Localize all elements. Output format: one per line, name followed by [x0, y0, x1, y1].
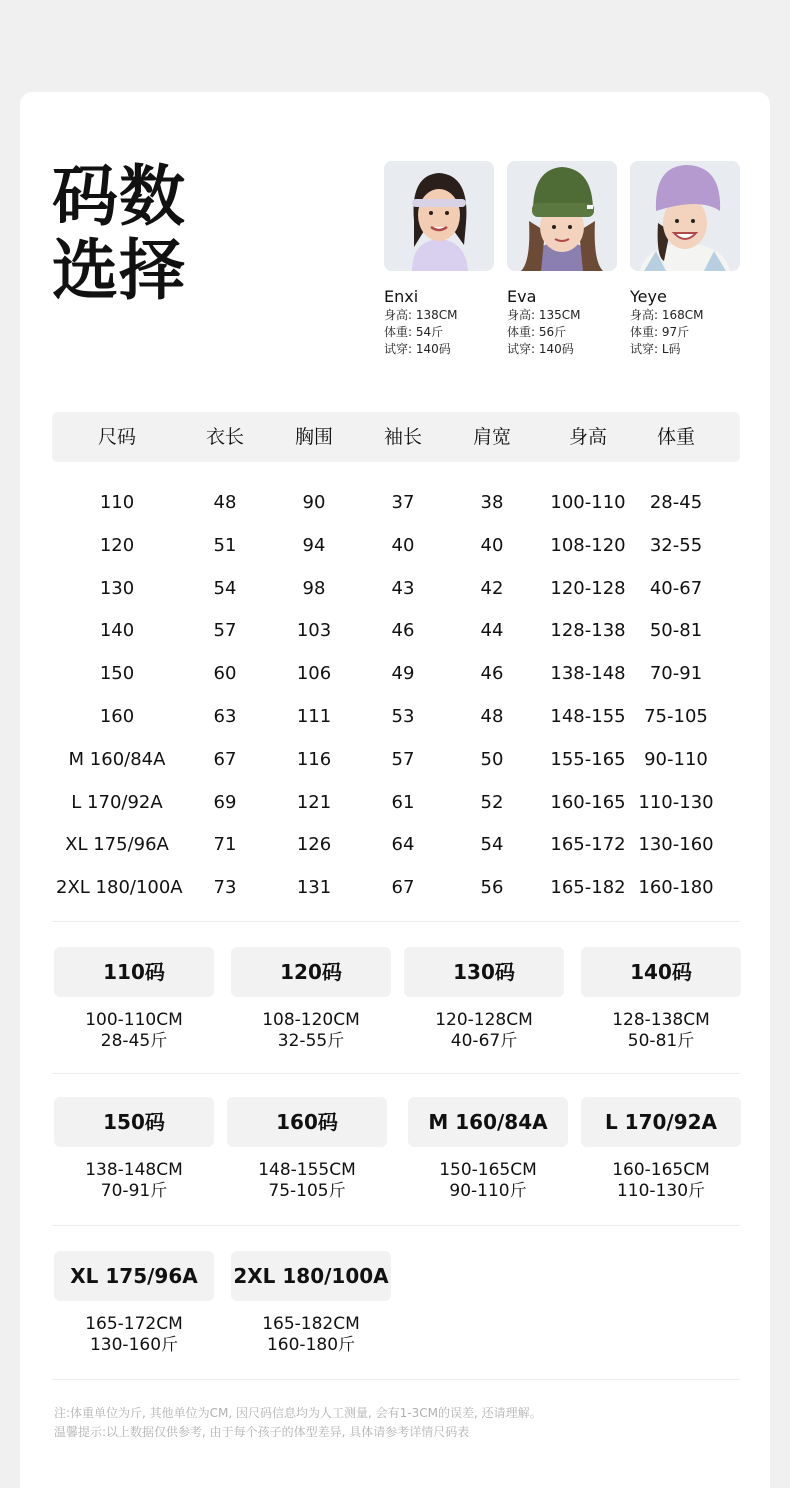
- size-card-label: M 160/84A: [408, 1097, 568, 1147]
- table-cell: 40: [391, 534, 415, 556]
- model-name: Enxi: [384, 287, 419, 306]
- table-cell: 140: [99, 620, 135, 642]
- table-cell: 48: [480, 706, 504, 727]
- size-card-height: 100-110CM: [85, 1010, 183, 1030]
- model-photo: [507, 161, 617, 271]
- table-cell: 165-172: [550, 834, 626, 856]
- size-card-label: XL 175/96A: [54, 1251, 214, 1301]
- column-header: 胸围: [294, 426, 333, 448]
- model-weight: 体重: 54斤: [384, 325, 444, 339]
- model-photo: [630, 161, 740, 271]
- size-card: [408, 1097, 568, 1202]
- model-fit: 试穿: L码: [630, 342, 681, 356]
- table-cell: 103: [296, 620, 332, 642]
- column-header: 尺码: [97, 426, 136, 448]
- size-table-header: [52, 412, 740, 462]
- size-card-weight: 110-130斤: [616, 1181, 706, 1201]
- size-card-height: 150-165CM: [439, 1160, 537, 1180]
- divider: [52, 1379, 740, 1380]
- table-cell: 53: [391, 706, 415, 727]
- size-card-weight: 50-81斤: [627, 1031, 695, 1051]
- model-fit: 试穿: 140码: [507, 342, 574, 356]
- column-header: 衣长: [205, 426, 244, 448]
- size-card-height: 108-120CM: [262, 1010, 360, 1030]
- size-card-weight: 40-67斤: [450, 1031, 518, 1051]
- size-card-height: 138-148CM: [85, 1160, 183, 1180]
- size-card-height: 160-165CM: [612, 1160, 710, 1180]
- table-cell: 130: [99, 577, 135, 599]
- table-cell: 120: [99, 534, 135, 556]
- table-cell: 138-148: [550, 663, 626, 685]
- table-cell: 50: [480, 748, 504, 770]
- model-height: 身高: 168CM: [630, 308, 704, 322]
- table-cell: 155-165: [550, 748, 626, 770]
- page-title: [52, 160, 186, 308]
- table-cell: 57: [391, 748, 415, 770]
- table-cell: 165-182: [550, 877, 626, 899]
- table-cell: 111: [296, 706, 332, 727]
- table-cell: 94: [302, 534, 326, 556]
- table-cell: 46: [391, 620, 415, 642]
- size-card-weight: 70-91斤: [100, 1181, 168, 1201]
- table-cell: 60: [213, 663, 237, 685]
- footnote: [54, 1404, 744, 1442]
- table-cell: 49: [391, 663, 415, 685]
- size-card: [231, 947, 391, 1052]
- table-cell: 121: [296, 791, 332, 813]
- table-cell: 37: [391, 492, 415, 513]
- table-cell: 73: [213, 877, 237, 899]
- table-cell: 160: [99, 706, 135, 727]
- table-cell: 57: [213, 620, 237, 642]
- size-card-height: 120-128CM: [435, 1010, 533, 1030]
- table-cell: 106: [296, 663, 332, 685]
- table-cell: 110: [99, 492, 135, 513]
- footnote-line-1: 注:体重单位为斤, 其他单位为CM, 因尺码信息均为人工测量, 会有1-3CM的误差, 还请理解。: [54, 1406, 542, 1420]
- size-card-label: 120码: [231, 947, 391, 997]
- model-photo: [384, 161, 494, 271]
- model-name: Eva: [507, 287, 537, 306]
- table-cell: L 170/92A: [71, 791, 163, 813]
- table-cell: 63: [213, 706, 237, 727]
- size-card-label: 110码: [54, 947, 214, 997]
- table-cell: 54: [480, 834, 504, 856]
- size-card-weight: 90-110斤: [449, 1181, 527, 1201]
- table-cell: 46: [480, 663, 504, 685]
- table-cell: 38: [480, 492, 504, 513]
- model-eva: [507, 161, 619, 358]
- column-header: 袖长: [383, 426, 422, 448]
- size-card: [54, 1251, 214, 1356]
- column-header: 体重: [656, 426, 695, 448]
- table-cell: 43: [391, 577, 415, 599]
- model-height: 身高: 135CM: [507, 308, 581, 322]
- table-cell: 67: [391, 877, 415, 899]
- size-card: [54, 947, 214, 1052]
- table-cell: 54: [213, 577, 237, 599]
- size-card: [54, 1097, 214, 1202]
- table-cell: 90: [302, 492, 326, 513]
- divider: [52, 1225, 740, 1226]
- table-cell: 69: [213, 791, 237, 813]
- size-card-height: 165-182CM: [262, 1314, 360, 1334]
- model-weight: 体重: 97斤: [630, 325, 690, 339]
- table-cell: 120-128: [550, 577, 626, 599]
- table-cell: 28-45: [649, 492, 703, 513]
- table-cell: 71: [213, 834, 237, 856]
- table-cell: 67: [213, 748, 237, 770]
- size-card: [227, 1097, 387, 1202]
- table-cell: 2XL 180/100A: [56, 877, 183, 899]
- size-card: [581, 947, 741, 1052]
- table-cell: 42: [480, 577, 504, 599]
- table-cell: 150: [99, 663, 135, 685]
- table-cell: 160-180: [638, 877, 714, 899]
- footnote-line-2: 温馨提示:以上数据仅供参考, 由于每个孩子的体型差异, 具体请参考详情尺码表: [54, 1425, 470, 1439]
- size-card-height: 165-172CM: [85, 1314, 183, 1334]
- size-card-label: 140码: [581, 947, 741, 997]
- size-card-label: 160码: [227, 1097, 387, 1147]
- table-cell: 75-105: [644, 706, 708, 727]
- size-card: [404, 947, 564, 1052]
- table-cell: 64: [391, 834, 415, 856]
- model-height: 身高: 138CM: [384, 308, 458, 322]
- table-cell: 128-138: [550, 620, 626, 642]
- divider: [52, 1073, 740, 1074]
- table-cell: 100-110: [550, 492, 626, 513]
- page-title-line-2: 选择: [52, 232, 186, 309]
- table-cell: 40-67: [649, 577, 703, 599]
- size-card-weight: 28-45斤: [100, 1031, 168, 1051]
- size-card: [231, 1251, 391, 1356]
- table-cell: 160-165: [550, 791, 626, 813]
- model-yeye: [630, 161, 742, 358]
- table-cell: 56: [480, 877, 504, 899]
- table-cell: 48: [213, 492, 237, 513]
- size-card-weight: 130-160斤: [89, 1335, 179, 1355]
- model-weight: 体重: 56斤: [507, 325, 567, 339]
- size-card-label: 150码: [54, 1097, 214, 1147]
- table-cell: 98: [302, 577, 326, 599]
- table-cell: 70-91: [649, 663, 703, 685]
- table-cell: 44: [480, 620, 504, 642]
- table-cell: 116: [296, 748, 332, 770]
- size-card-height: 128-138CM: [612, 1010, 710, 1030]
- table-cell: 51: [213, 534, 237, 556]
- model-fit: 试穿: 140码: [384, 342, 451, 356]
- table-cell: 108-120: [550, 534, 626, 556]
- table-cell: 148-155: [550, 706, 626, 727]
- size-card: [581, 1097, 741, 1202]
- divider: [52, 921, 740, 922]
- model-enxi: [384, 161, 496, 358]
- table-cell: XL 175/96A: [65, 834, 169, 856]
- table-cell: 130-160: [638, 834, 714, 856]
- size-card-label: 130码: [404, 947, 564, 997]
- table-cell: 110-130: [638, 791, 714, 813]
- table-cell: 40: [480, 534, 504, 556]
- model-name: Yeye: [630, 287, 667, 306]
- page-title-line-1: 码数: [52, 158, 186, 235]
- size-card-weight: 160-180斤: [266, 1335, 356, 1355]
- column-header: 身高: [568, 426, 607, 448]
- table-cell: M 160/84A: [68, 748, 166, 770]
- size-card-label: 2XL 180/100A: [231, 1251, 391, 1301]
- size-card-label: L 170/92A: [581, 1097, 741, 1147]
- table-cell: 131: [296, 877, 332, 899]
- size-card-height: 148-155CM: [258, 1160, 356, 1180]
- table-cell: 90-110: [644, 748, 708, 770]
- table-cell: 32-55: [649, 534, 703, 556]
- size-card-weight: 75-105斤: [268, 1181, 346, 1201]
- table-cell: 126: [296, 834, 332, 856]
- table-cell: 61: [391, 791, 415, 813]
- table-cell: 50-81: [649, 620, 703, 642]
- table-cell: 52: [480, 791, 504, 813]
- column-header: 肩宽: [472, 426, 511, 448]
- size-card-weight: 32-55斤: [277, 1031, 345, 1051]
